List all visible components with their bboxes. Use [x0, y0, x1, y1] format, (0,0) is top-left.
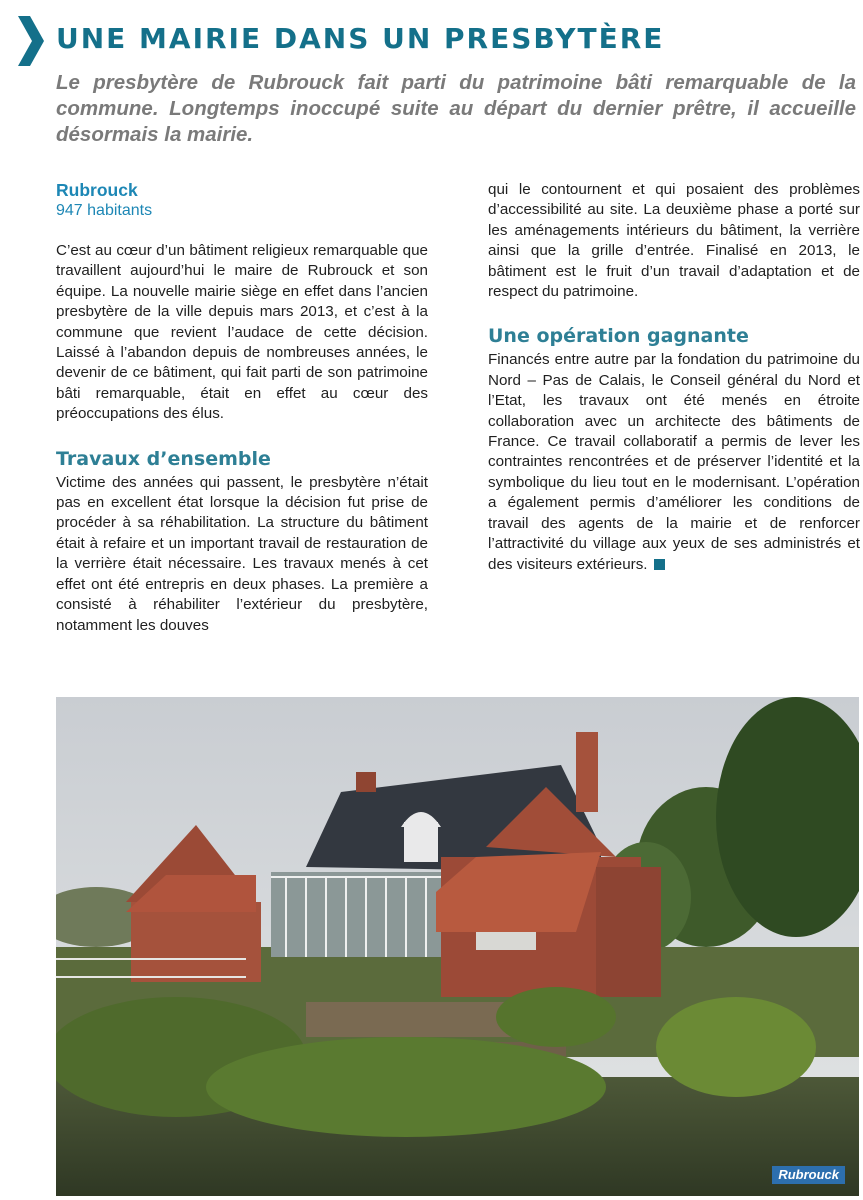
travaux-paragraph-part1: Victime des années qui passent, le presbytère n’était pas en excellent état lorsque la décision fut prise de procéder à sa réhabilitation. La structure du bâtiment était à refaire et un important travail de restauration de la verrière était nécessaire. Les travaux menés à cet effet ont été entrepris en deux phases. La première a consisté à réhabiliter l’extérieur du presbytère, notamment les douves [56, 473, 428, 634]
page-title: UNE MAIRIE DANS UN PRESBYTÈRE [56, 22, 665, 55]
intro-paragraph: C’est au cœur d’un bâtiment religieux remarquable que travaillent aujourd’hui le maire de Rubrouck et son équipe. La nouvelle mairie siège en effet dans l’ancien presbytère de la ville depuis mars 2013, et c’est à la commune que revient l’audace de cette décision. Laissé à l’abandon depuis de nombreuses années, le devenir de ce bâtiment, qui fait parti de son patrimoine bâti remarquable, était en effet au cœur des préoccupations des élus. [56, 242, 428, 423]
section-heading-travaux: Travaux d’ensemble [56, 447, 271, 470]
article-end-mark [654, 559, 665, 570]
article-lead: Le presbytère de Rubrouck fait parti du patrimoine bâti remarquable de la commune. Longtemps inoccupé suite au départ du dernier prêtre, il accueille désormais la mairie. [56, 71, 856, 146]
city-name: Rubrouck [56, 180, 138, 200]
left-column [56, 180, 428, 636]
chevron-right-icon [16, 14, 46, 68]
section-heading-operation: Une opération gagnante [488, 325, 749, 348]
operation-text: Financés entre autre par la fondation du patrimoine du Nord – Pas de Calais, le Conseil général du Nord et l’Etat, les travaux ont été menés en étroite collaboration avec un architecte des bâtiments de France. Ce travail collaboratif a permis de lever les contraintes rencontrées et de préserver l’identité et la symbolique du lieu tout en le modernisant. L’opération a également permis d’améliorer les conditions de travail des agents de la mairie et de renforcer l’attractivité du village aux yeux de ses administrés et des visiteurs extérieurs. [488, 351, 860, 573]
city-population: 947 habitants [56, 202, 153, 219]
photo-caption: Rubrouck [772, 1166, 845, 1184]
travaux-paragraph-part2: qui le contournent et qui posaient des problèmes d’accessibilité au site. La deuxième phase a porté sur les aménagements intérieurs du bâtiment, la verrière ainsi que la grille d’entrée. Finalisé en 2013, le bâtiment est le fruit d’un travail d’adaptation et de respect du patrimoine. [488, 181, 860, 301]
presbytery-photo [56, 697, 859, 1196]
right-column [488, 180, 860, 575]
operation-paragraph [488, 350, 860, 574]
